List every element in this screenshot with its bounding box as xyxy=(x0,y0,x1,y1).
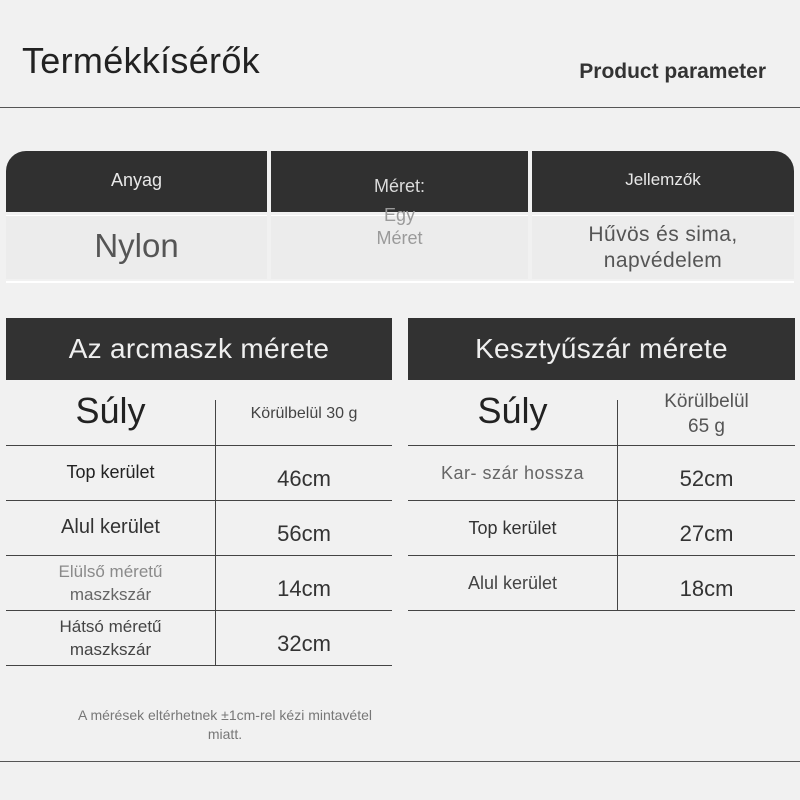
measurement-note-line2: miatt. xyxy=(207,726,243,742)
features-value-line2: napvédelem xyxy=(603,249,723,272)
size-cell xyxy=(271,205,528,279)
mask-row-divider xyxy=(6,610,392,611)
mask-row-divider xyxy=(6,665,392,666)
parameter-table xyxy=(6,151,794,278)
mask-row-value: 14cm xyxy=(277,576,331,601)
glove-row-value: 18cm xyxy=(679,576,734,601)
measurement-note xyxy=(30,706,420,744)
header-divider xyxy=(0,107,800,108)
features-label: Jellemzők xyxy=(625,170,701,189)
glove-weight-value-line1: Körülbelül xyxy=(664,391,749,412)
mask-weight-label: Súly xyxy=(75,390,146,431)
features-header xyxy=(532,151,794,212)
glove-row-divider xyxy=(408,500,795,501)
features-value-line1: Hűvös és sima, xyxy=(588,223,738,246)
mask-row-divider xyxy=(6,500,392,501)
glove-weight-value-line2: 65 g xyxy=(688,416,725,437)
material-label: Anyag xyxy=(110,170,163,190)
material-cell xyxy=(6,215,267,279)
material-value: Nylon xyxy=(94,227,179,264)
glove-row-divider xyxy=(408,610,795,611)
mask-table-title: Az arcmaszk mérete xyxy=(6,318,392,380)
size-label: Méret: xyxy=(373,176,425,196)
glove-row-value: 52cm xyxy=(679,466,734,491)
size-header xyxy=(271,151,528,212)
mask-row-value: 32cm xyxy=(277,631,331,656)
mask-row-label-line2: maszkszár xyxy=(69,585,152,604)
page-subtitle: Product parameter xyxy=(579,60,766,83)
size-value-line2: Méret xyxy=(376,228,423,248)
glove-row-label: Alul kerület xyxy=(467,573,558,593)
mask-row-label: Alul kerület xyxy=(61,516,160,538)
mask-row-label-line2: maszkszár xyxy=(69,640,152,659)
glove-weight-label: Súly xyxy=(477,390,548,431)
footer-divider xyxy=(0,761,800,762)
parameter-table-bottom-line xyxy=(6,281,794,283)
mask-row-label-line1: Hátsó méretű xyxy=(59,617,162,636)
measurement-note-line1: A mérések eltérhetnek ±1cm-rel kézi mintavétel xyxy=(77,707,373,723)
glove-row-label: Top kerület xyxy=(468,518,557,538)
mask-row-label: Top kerület xyxy=(66,462,155,482)
mask-row-divider xyxy=(6,555,392,556)
glove-table-title: Kesztyűszár mérete xyxy=(408,318,795,380)
mask-row-label-line1: Elülső méretű xyxy=(58,562,163,581)
features-cell xyxy=(532,215,794,279)
material-header xyxy=(6,151,267,212)
glove-row-label: Kar- szár hossza xyxy=(440,463,585,483)
glove-row-value: 27cm xyxy=(679,521,734,546)
mask-weight-value: Körülbelül 30 g xyxy=(250,405,358,422)
mask-row-value: 56cm xyxy=(277,521,331,546)
page-title: Termékkísérők xyxy=(22,40,260,81)
mask-row-value: 46cm xyxy=(277,466,331,491)
mask-row-divider xyxy=(6,445,392,446)
glove-row-divider xyxy=(408,445,795,446)
glove-row-divider xyxy=(408,555,795,556)
size-value-line1: Egy xyxy=(383,205,416,225)
